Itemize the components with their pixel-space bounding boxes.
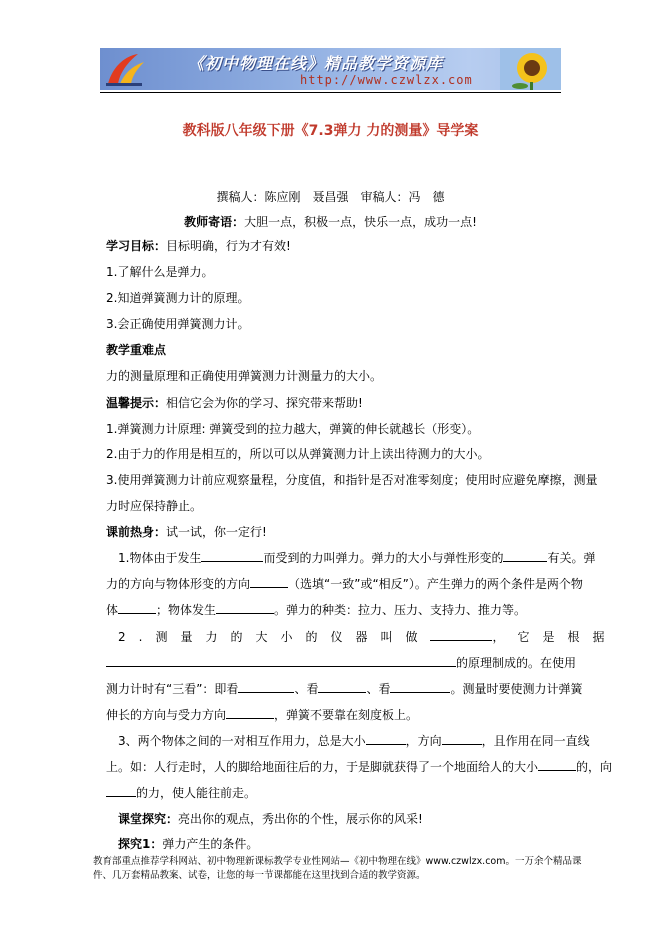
q1-text: 力的方向与物体形变的方向 xyxy=(106,577,251,591)
q1-text: 1.物体由于发生 xyxy=(118,551,202,565)
question-3-line-2 xyxy=(106,758,612,776)
answer-blank[interactable] xyxy=(538,758,576,771)
explore-1-heading xyxy=(118,835,258,853)
q3-text: 上。如：人行走时，人的脚给地面往后的力，于是脚就获得了一个地面给人的大小 xyxy=(106,760,539,774)
sunflower-icon xyxy=(500,48,561,90)
footer-line-2: 件、几万套精品教案、试卷，让您的每一节课都能在这里找到合适的教学资源。 xyxy=(93,870,426,881)
tip-item: 3.使用弹簧测力计前应观察量程，分度值，和指针是否对准零刻度；使用时应避免摩擦，测量 xyxy=(106,473,598,487)
q3-text: ，且作用在同一直线 xyxy=(481,734,590,748)
q1-text: 。弹力的种类：拉力、压力、支持力、推力等。 xyxy=(274,603,527,617)
answer-blank[interactable] xyxy=(430,628,492,641)
goal-item: 2.知道弹簧测力计的原理。 xyxy=(106,291,250,305)
goals-text: 目标明确，行为才有效! xyxy=(166,239,291,253)
question-1-line-1 xyxy=(118,549,595,567)
q3-text: 的，向 xyxy=(576,760,613,774)
q1-text: 体 xyxy=(106,603,119,617)
q2-text: 、看 xyxy=(294,682,319,696)
warmup-text: 试一试，你一定行! xyxy=(166,525,267,539)
banner-title: 《初中物理在线》精品教学资源库 xyxy=(188,54,444,73)
motto-line xyxy=(0,213,661,231)
explore-1-label: 探究1： xyxy=(118,837,163,851)
answer-blank[interactable] xyxy=(390,680,450,693)
q2-text: ，它是根据 xyxy=(492,630,618,644)
goal-item: 1.了解什么是弹力。 xyxy=(106,265,214,279)
authors-line: 撰稿人：陈应刚 聂昌强 审稿人：冯 德 xyxy=(216,190,445,204)
q2-text: 、看 xyxy=(366,682,391,696)
question-1-line-3 xyxy=(106,601,526,619)
goals-label: 学习目标： xyxy=(106,239,167,253)
explore-text: 亮出你的观点，秀出你的个性，展示你的风采! xyxy=(178,812,423,826)
question-2-line-1 xyxy=(118,628,617,646)
motto-text: 大胆一点，积极一点，快乐一点，成功一点! xyxy=(244,215,477,229)
q1-text: （选填“一致”或“相反”）。产生弹力的两个条件是两个物 xyxy=(288,577,583,591)
q3-text: 3、两个物体之间的一对相互作用力，总是大小 xyxy=(118,734,366,748)
q3-text: ，方向 xyxy=(405,734,442,748)
header-rule xyxy=(100,92,561,93)
motto-label: 教师寄语： xyxy=(184,215,245,229)
site-banner[interactable] xyxy=(100,48,561,90)
question-2-line-2 xyxy=(106,654,576,672)
site-logo-icon xyxy=(102,50,156,88)
key-points-text: 力的测量原理和正确使用弹簧测力计测量力的大小。 xyxy=(106,369,383,383)
goals-heading xyxy=(106,237,291,255)
answer-blank[interactable] xyxy=(503,549,547,562)
answer-blank[interactable] xyxy=(318,680,366,693)
key-points-label: 教学重难点 xyxy=(106,343,167,357)
q1-text: ；物体发生 xyxy=(156,603,217,617)
answer-blank[interactable] xyxy=(106,784,136,797)
tips-text: 相信它会为你的学习、探究带来帮助! xyxy=(166,396,363,410)
q2-text: ，弹簧不要靠在刻度板上。 xyxy=(274,708,419,722)
tip-item: 1.弹簧测力计原理: 弹簧受到的拉力越大，弹簧的伸长就越长（形变）。 xyxy=(106,422,480,436)
q2-text: 测力计时有“三看”：即看 xyxy=(106,682,239,696)
question-3-line-1 xyxy=(118,732,590,750)
tip-item: 2.由于力的作用是相互的，所以可以从弹簧测力计上读出待测力的大小。 xyxy=(106,447,490,461)
q1-text: 有关。弹 xyxy=(547,551,596,565)
q2-text: 2.测量力的大小的仪器叫做 xyxy=(118,630,431,644)
warmup-label: 课前热身： xyxy=(106,525,167,539)
answer-blank[interactable] xyxy=(238,680,294,693)
answer-blank[interactable] xyxy=(118,601,156,614)
document-title: 教科版八年级下册《7.3弹力 力的测量》导学案 xyxy=(182,123,479,139)
question-2-line-3 xyxy=(106,680,582,698)
q3-text: 的力，使人能往前走。 xyxy=(136,786,257,800)
goal-item: 3.会正确使用弹簧测力计。 xyxy=(106,317,250,331)
tips-label: 温馨提示： xyxy=(106,396,167,410)
answer-blank[interactable] xyxy=(216,601,274,614)
question-2-line-4 xyxy=(106,706,418,724)
banner-url[interactable]: http://www.czwlzx.com xyxy=(300,73,473,87)
explore-1-text: 弹力产生的条件。 xyxy=(162,837,259,851)
explore-label: 课堂探究： xyxy=(118,812,179,826)
page-footer xyxy=(93,855,613,883)
tip-item: 力时应保持静止。 xyxy=(106,499,203,513)
q2-text: 。测量时要使测力计弹簧 xyxy=(450,682,583,696)
explore-heading xyxy=(118,810,423,828)
warmup-heading xyxy=(106,523,267,541)
q1-text: 而受到的力叫弹力。弹力的大小与弹性形变的 xyxy=(263,551,504,565)
answer-blank[interactable] xyxy=(226,706,274,719)
answer-blank[interactable] xyxy=(366,732,406,745)
tips-heading xyxy=(106,394,363,412)
question-3-line-3 xyxy=(106,784,256,802)
q2-text: 的原理制成的。在使用 xyxy=(456,656,577,670)
answer-blank[interactable] xyxy=(106,654,456,667)
q2-text: 伸长的方向与受力方向 xyxy=(106,708,227,722)
footer-line-1: 教育部重点推荐学科网站、初中物理新课标教学专业性网站—《初中物理在线》www.czwlzx.com。一万余个精品课 xyxy=(93,856,582,867)
answer-blank[interactable] xyxy=(250,575,288,588)
answer-blank[interactable] xyxy=(201,549,263,562)
answer-blank[interactable] xyxy=(442,732,482,745)
question-1-line-2 xyxy=(106,575,583,593)
